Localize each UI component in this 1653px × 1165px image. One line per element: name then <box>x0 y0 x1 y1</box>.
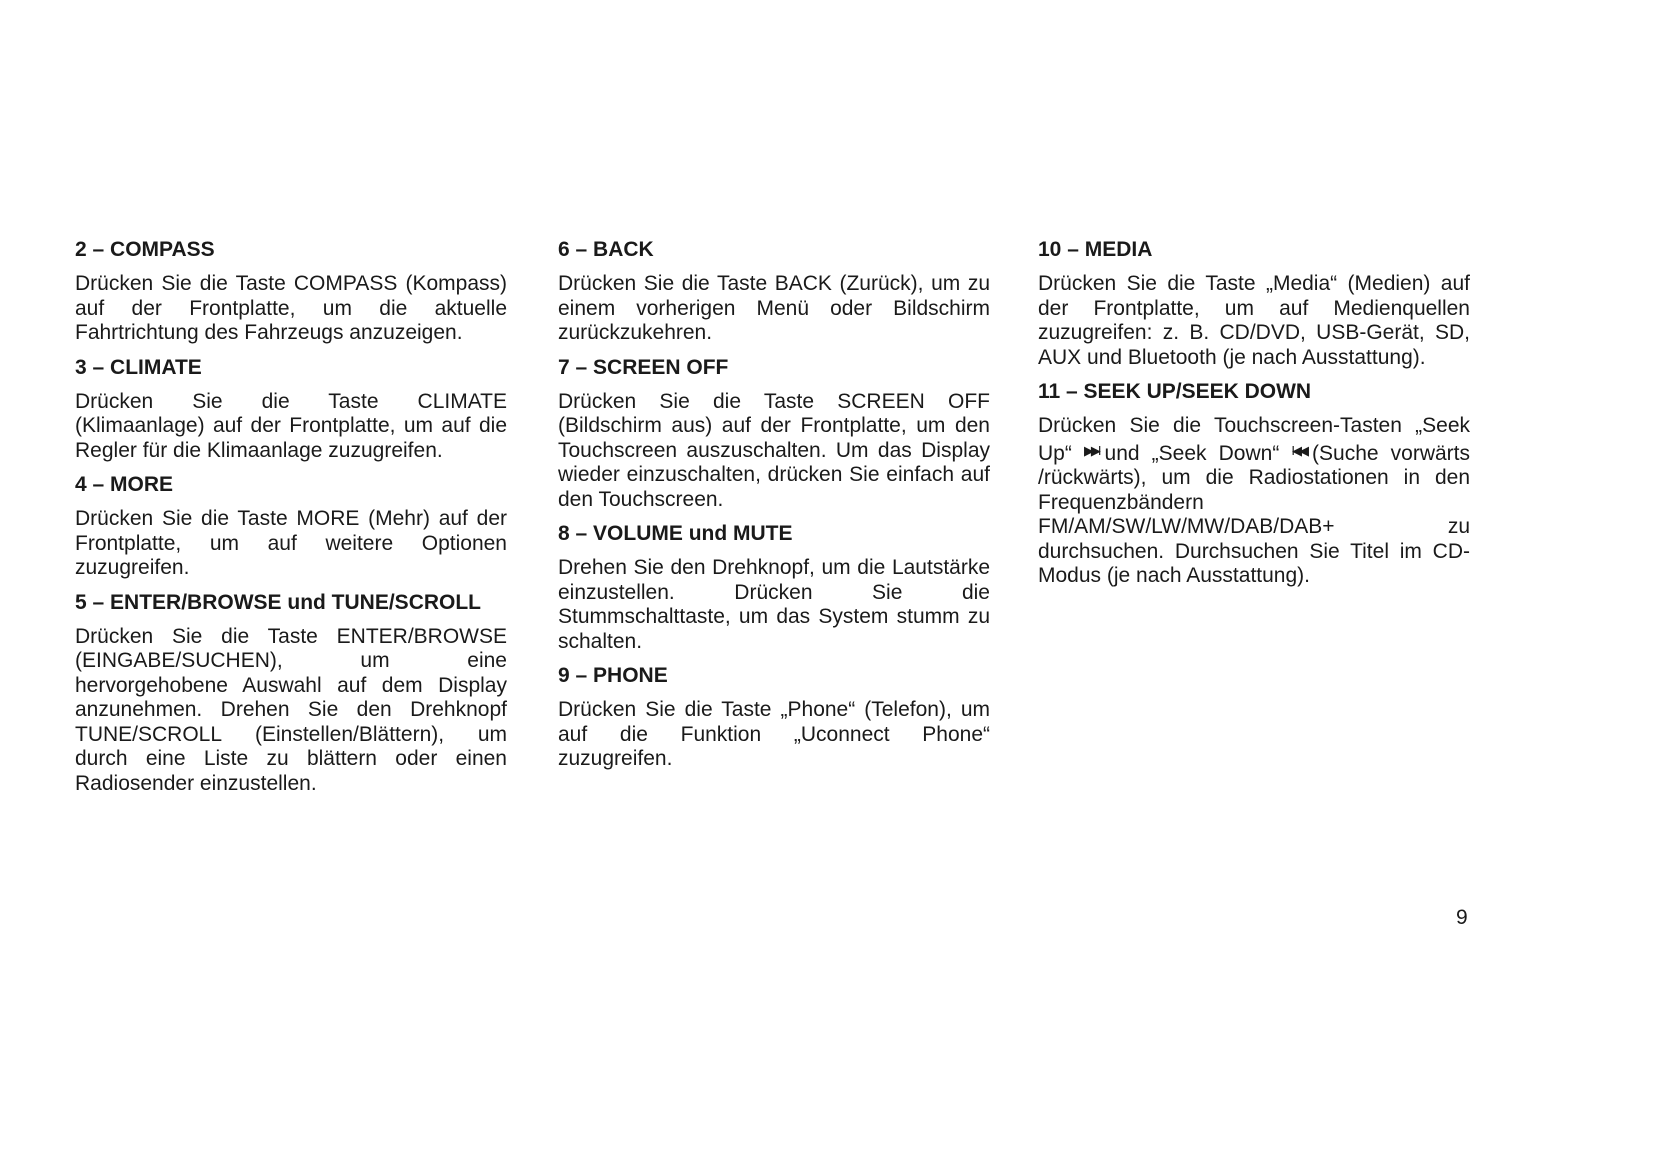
screen-off-body: Drücken Sie die Taste SCREEN OFF (Bildschirm aus) auf der Frontplatte, um den Touchscreen auszuschalten. Um das Display wieder einzuschalten, drücken Sie einfach auf den Touchscreen. <box>558 389 990 511</box>
compass-body: Drücken Sie die Taste COMPASS (Kompass) auf der Frontplatte, um die aktuelle Fahrtrichtung des Fahrzeugs anzuzeigen. <box>75 272 507 344</box>
phone-heading: 9 – PHONE <box>558 664 668 687</box>
middle-column <box>558 238 990 782</box>
media-heading: 10 – MEDIA <box>1038 238 1153 261</box>
more-body: Drücken Sie die Taste MORE (Mehr) auf der Frontplatte, um auf weitere Optionen zuzugreifen. <box>75 507 507 579</box>
back-heading: 6 – BACK <box>558 238 654 261</box>
seek-body-line2a: und „Seek Down“ <box>1104 441 1280 465</box>
climate-heading: 3 – CLIMATE <box>75 355 202 379</box>
seek-body-line1: Drücken Sie die Touchscreen-Tasten „Seek Up“ <box>1038 414 1470 465</box>
right-column <box>1038 238 1470 599</box>
more-heading: 4 – MORE <box>75 473 174 496</box>
phone-body: Drücken Sie die Taste „Phone“ (Telefon), um auf die Funktion „Uconnect Phone“ zuzugreifen. <box>558 698 990 770</box>
seek-heading: 11 – SEEK UP/SEEK DOWN <box>1038 380 1312 403</box>
seek-up-icon: ▶▶I <box>1083 442 1099 458</box>
page-number: 9 <box>1456 906 1468 929</box>
back-body: Drücken Sie die Taste BACK (Zurück), um zu einem vorherigen Menü oder Bildschirm zurückzukehren. <box>558 272 990 344</box>
screen-off-heading: 7 – SCREEN OFF <box>558 355 729 379</box>
seek-body <box>1038 414 1470 589</box>
seek-down-icon: I◀◀ <box>1291 442 1307 458</box>
volume-mute-body: Drehen Sie den Drehknopf, um die Lautstärke einzustellen. Drücken Sie die Stummschalttaste, um das System stumm zu schalten. <box>558 556 990 653</box>
volume-mute-heading: 8 – VOLUME und MUTE <box>558 522 793 545</box>
climate-body: Drücken Sie die Taste CLIMATE (Klimaanlage) auf der Frontplatte, um auf die Regler für die Klimaanlage zuzugreifen. <box>75 389 507 462</box>
enter-browse-heading: 5 – ENTER/BROWSE und TUNE/SCROLL <box>75 590 482 614</box>
seek-body-line2b: (Suche vorwärts /rückwärts), um die Radiostationen in den Frequenzbändern FM/AM/SW/LW/MW/DAB/DAB+ zu durchsuchen. Durchsuchen Sie Titel im CD-Modus (je nach Ausstattung). <box>1038 441 1470 587</box>
left-column <box>75 238 507 806</box>
compass-heading: 2 – COMPASS <box>75 238 215 261</box>
media-body: Drücken Sie die Taste „Media“ (Medien) auf der Frontplatte, um auf Medienquellen zuzugreifen: z. B. CD/DVD, USB-Gerät, SD, AUX und Bluetooth (je nach Ausstattung). <box>1038 272 1470 369</box>
enter-browse-body: Drücken Sie die Taste ENTER/BROWSE (EINGABE/SUCHEN), um eine hervorgehobene Auswahl auf dem Display anzunehmen. Drehen Sie den Drehknopf TUNE/SCROLL (Einstellen/Blättern), um durch eine Liste zu blättern oder einen Radiosender einzustellen. <box>75 624 507 795</box>
